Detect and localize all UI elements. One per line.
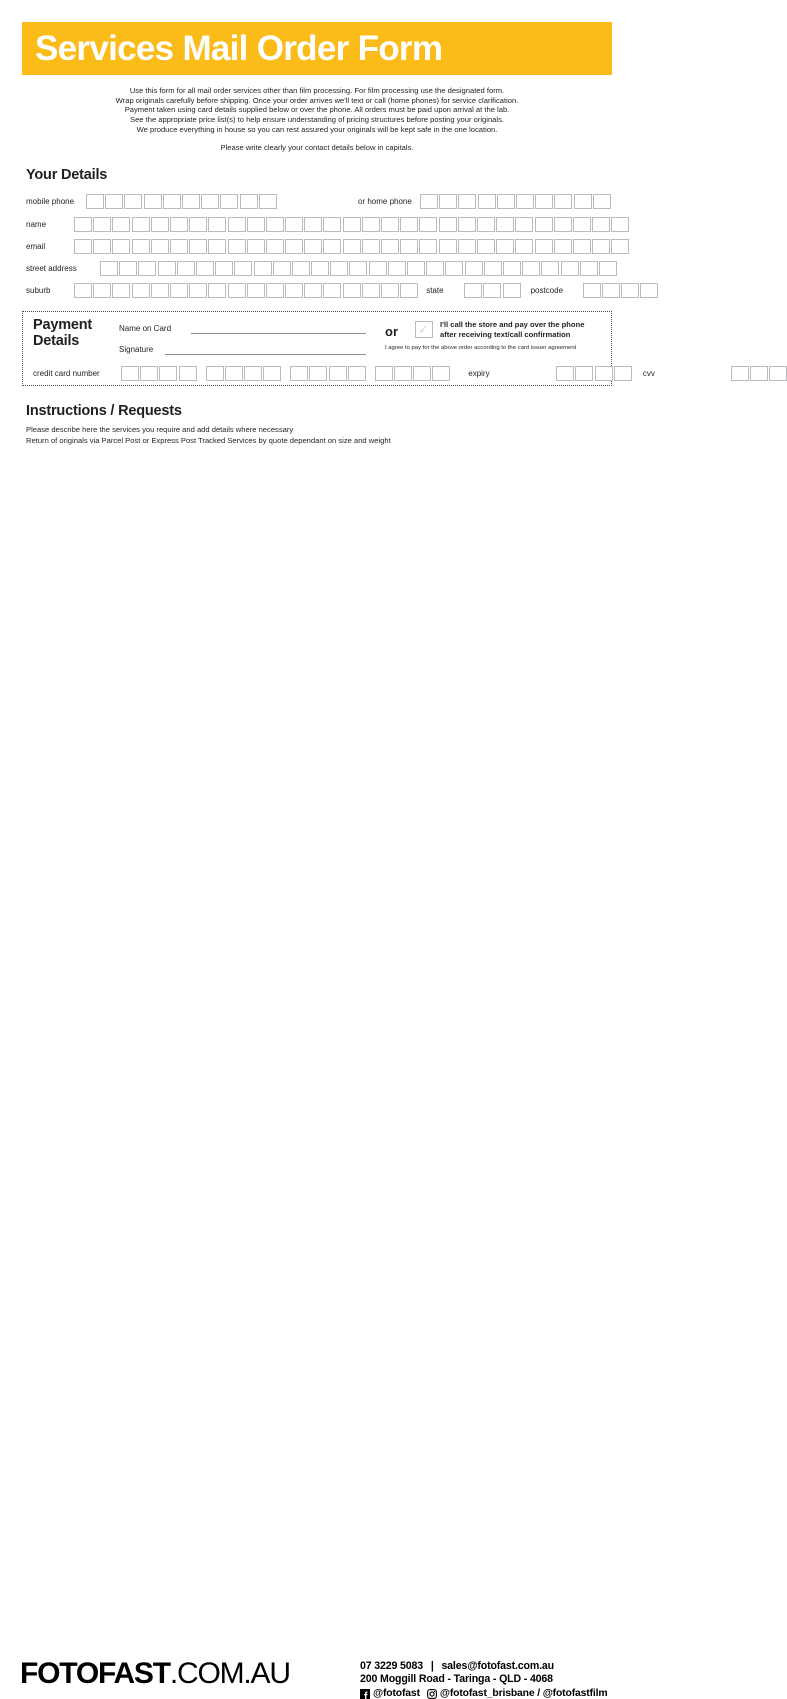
character-box[interactable] <box>595 366 613 381</box>
intro-line-2: Wrap originals carefully before shipping. Once your order arrives we'll text or call (home phones) for service clarification. <box>115 95 519 105</box>
character-box[interactable] <box>769 366 787 381</box>
character-box[interactable] <box>349 261 367 276</box>
character-box[interactable] <box>74 217 92 232</box>
instructions-line-1: Please describe here the services you require and add details where necessary <box>26 425 294 434</box>
input-expiry[interactable] <box>556 366 632 381</box>
character-box[interactable] <box>170 239 188 254</box>
character-box[interactable] <box>189 239 207 254</box>
character-box[interactable] <box>602 283 620 298</box>
input-credit-card-group-3[interactable] <box>290 366 366 381</box>
character-box[interactable] <box>503 283 521 298</box>
character-box[interactable] <box>196 261 214 276</box>
input-mobile-phone[interactable] <box>86 194 277 209</box>
character-box[interactable] <box>259 194 277 209</box>
field-row-name <box>26 216 629 232</box>
character-box[interactable] <box>189 283 207 298</box>
character-box[interactable] <box>522 261 540 276</box>
page-footer <box>0 826 633 1699</box>
label-suburb: suburb <box>26 285 51 295</box>
logo-brand-text: FOTOFAST <box>20 1657 170 1690</box>
character-box[interactable] <box>74 239 92 254</box>
label-street-address: street address <box>26 263 77 273</box>
character-box[interactable] <box>458 194 476 209</box>
character-box[interactable] <box>348 366 366 381</box>
character-box[interactable] <box>100 261 118 276</box>
character-box[interactable] <box>151 217 169 232</box>
character-box[interactable] <box>362 283 380 298</box>
character-box[interactable] <box>292 261 310 276</box>
character-box[interactable] <box>112 283 130 298</box>
character-box[interactable] <box>285 283 303 298</box>
pay-by-phone-checkbox[interactable] <box>415 321 433 338</box>
character-box[interactable] <box>464 283 482 298</box>
label-postcode: postcode <box>530 285 564 295</box>
character-box[interactable] <box>426 261 444 276</box>
input-signature-line[interactable] <box>165 354 366 355</box>
character-box[interactable] <box>731 366 749 381</box>
label-name: name <box>26 219 47 229</box>
character-box[interactable] <box>614 366 632 381</box>
facebook-handle[interactable]: @fotofast <box>373 1688 420 1699</box>
character-box[interactable] <box>121 366 139 381</box>
character-box[interactable] <box>535 194 553 209</box>
character-box[interactable] <box>535 239 553 254</box>
input-email[interactable] <box>74 239 629 254</box>
intro-paragraph <box>22 86 612 152</box>
character-box[interactable] <box>381 239 399 254</box>
character-box[interactable] <box>640 283 658 298</box>
character-box[interactable] <box>388 261 406 276</box>
field-row-street-address <box>26 260 617 276</box>
character-box[interactable] <box>105 194 123 209</box>
character-box[interactable] <box>304 283 322 298</box>
footer-email[interactable]: sales@fotofast.com.au <box>441 1660 554 1672</box>
character-box[interactable] <box>483 283 501 298</box>
character-box[interactable] <box>206 366 224 381</box>
label-home-phone: or home phone <box>358 196 412 206</box>
character-box[interactable] <box>439 217 457 232</box>
character-box[interactable] <box>240 194 258 209</box>
footer-contact-line-1 <box>360 1660 554 1673</box>
character-box[interactable] <box>477 217 495 232</box>
character-box[interactable] <box>420 194 438 209</box>
or-divider-label: or <box>385 324 398 339</box>
label-signature: Signature <box>119 345 154 354</box>
character-box[interactable] <box>158 261 176 276</box>
intro-line-1: Use this form for all mail order services other than film processing. For film processing use the designated form. <box>129 86 505 95</box>
character-box[interactable] <box>516 194 534 209</box>
character-box[interactable] <box>575 366 593 381</box>
character-box[interactable] <box>593 194 611 209</box>
character-box[interactable] <box>497 194 515 209</box>
character-box[interactable] <box>750 366 768 381</box>
character-box[interactable] <box>179 366 197 381</box>
character-box[interactable] <box>477 239 495 254</box>
intro-line-5: We produce everything in house so you can rest assured your originals will be kept safe in the one location. <box>136 124 498 134</box>
footer-separator: | <box>430 1660 434 1672</box>
payment-details-heading <box>33 318 92 349</box>
character-box[interactable] <box>112 239 130 254</box>
character-box[interactable] <box>394 366 412 381</box>
character-box[interactable] <box>247 239 265 254</box>
label-mobile-phone: mobile phone <box>26 196 75 206</box>
character-box[interactable] <box>140 366 158 381</box>
character-box[interactable] <box>273 261 291 276</box>
character-box[interactable] <box>413 366 431 381</box>
instagram-icon[interactable] <box>427 1689 437 1699</box>
character-box[interactable] <box>119 261 137 276</box>
character-box[interactable] <box>535 217 553 232</box>
character-box[interactable] <box>132 283 150 298</box>
facebook-icon[interactable] <box>360 1689 370 1699</box>
character-box[interactable] <box>541 261 559 276</box>
character-box[interactable] <box>112 217 130 232</box>
fotofast-logo <box>20 1658 290 1690</box>
character-box[interactable] <box>554 239 572 254</box>
character-box[interactable] <box>220 194 238 209</box>
character-box[interactable] <box>225 366 243 381</box>
character-box[interactable] <box>445 261 463 276</box>
payment-heading-line-2: Details <box>33 332 80 349</box>
character-box[interactable] <box>439 194 457 209</box>
field-row-home-phone <box>358 193 611 209</box>
character-box[interactable] <box>170 217 188 232</box>
character-box[interactable] <box>247 217 265 232</box>
character-box[interactable] <box>592 239 610 254</box>
character-box[interactable] <box>556 366 574 381</box>
character-box[interactable] <box>400 239 418 254</box>
character-box[interactable] <box>515 217 533 232</box>
character-box[interactable] <box>592 217 610 232</box>
character-box[interactable] <box>86 194 104 209</box>
your-details-heading: Your Details <box>26 167 108 183</box>
character-box[interactable] <box>515 239 533 254</box>
character-box[interactable] <box>290 366 308 381</box>
footer-phone: 07 3229 5083 <box>360 1660 424 1672</box>
instructions-line-2: Return of originals via Parcel Post or Express Post Tracked Services by quote dependant on size and weight <box>26 436 391 445</box>
input-state[interactable] <box>464 283 520 298</box>
character-box[interactable] <box>177 261 195 276</box>
input-name-on-card-line[interactable] <box>191 333 366 334</box>
footer-address: 200 Moggill Road - Taringa - QLD - 4068 <box>360 1673 553 1686</box>
character-box[interactable] <box>330 261 348 276</box>
character-box[interactable] <box>400 217 418 232</box>
character-box[interactable] <box>208 239 226 254</box>
input-name[interactable] <box>74 217 629 232</box>
character-box[interactable] <box>323 217 341 232</box>
character-box[interactable] <box>432 366 450 381</box>
character-box[interactable] <box>304 239 322 254</box>
character-box[interactable] <box>266 283 284 298</box>
input-credit-card-group-4[interactable] <box>375 366 451 381</box>
character-box[interactable] <box>151 239 169 254</box>
character-box[interactable] <box>244 366 262 381</box>
character-box[interactable] <box>93 239 111 254</box>
instagram-handle[interactable]: @fotofast_brisbane / @fotofastfilm <box>439 1688 608 1699</box>
character-box[interactable] <box>439 239 457 254</box>
label-email: email <box>26 241 46 251</box>
logo-domain-text: .COM.AU <box>169 1657 290 1690</box>
character-box[interactable] <box>611 239 629 254</box>
label-name-on-card: Name on Card <box>119 324 172 333</box>
character-box[interactable] <box>182 194 200 209</box>
character-box[interactable] <box>573 239 591 254</box>
character-box[interactable] <box>343 283 361 298</box>
character-box[interactable] <box>478 194 496 209</box>
pay-by-phone-option-text <box>440 320 630 339</box>
input-credit-card-group-2[interactable] <box>206 366 282 381</box>
character-box[interactable] <box>124 194 142 209</box>
character-box[interactable] <box>263 366 281 381</box>
character-box[interactable] <box>132 239 150 254</box>
character-box[interactable] <box>266 239 284 254</box>
character-box[interactable] <box>419 239 437 254</box>
character-box[interactable] <box>458 217 476 232</box>
intro-line-3: Payment taken using card details supplied below or over the phone. All orders must be paid upon arrival at the lab. <box>124 105 510 115</box>
input-suburb[interactable] <box>74 283 418 298</box>
character-box[interactable] <box>496 239 514 254</box>
character-box[interactable] <box>170 283 188 298</box>
character-box[interactable] <box>132 217 150 232</box>
character-box[interactable] <box>465 261 483 276</box>
character-box[interactable] <box>208 283 226 298</box>
character-box[interactable] <box>309 366 327 381</box>
character-box[interactable] <box>329 366 347 381</box>
instructions-body[interactable] <box>26 424 606 446</box>
character-box[interactable] <box>484 261 502 276</box>
label-credit-card-number: credit card number <box>33 368 100 378</box>
character-box[interactable] <box>201 194 219 209</box>
character-box[interactable] <box>323 283 341 298</box>
character-box[interactable] <box>247 283 265 298</box>
character-box[interactable] <box>400 283 418 298</box>
field-row-email <box>26 238 629 254</box>
character-box[interactable] <box>419 217 437 232</box>
character-box[interactable] <box>343 217 361 232</box>
footer-contact-details <box>360 1660 554 1687</box>
character-box[interactable] <box>458 239 476 254</box>
character-box[interactable] <box>343 239 361 254</box>
character-box[interactable] <box>228 217 246 232</box>
payment-heading-line-1: Payment <box>33 317 93 333</box>
character-box[interactable] <box>599 261 617 276</box>
character-box[interactable] <box>234 261 252 276</box>
label-cvv: cvv <box>642 368 655 378</box>
character-box[interactable] <box>254 261 272 276</box>
character-box[interactable] <box>554 217 572 232</box>
page-title: Services Mail Order Form <box>35 29 443 68</box>
character-box[interactable] <box>189 217 207 232</box>
instructions-heading: Instructions / Requests <box>26 403 182 419</box>
field-row-suburb-state-postcode <box>26 282 658 298</box>
label-state: state <box>426 285 444 295</box>
character-box[interactable] <box>138 261 156 276</box>
pay-by-phone-line-2: after receiving text/call confirmation <box>440 329 571 339</box>
character-box[interactable] <box>375 366 393 381</box>
character-box[interactable] <box>611 217 629 232</box>
input-street-address[interactable] <box>100 261 617 276</box>
checkmark-icon: ✓ <box>418 322 429 337</box>
character-box[interactable] <box>159 366 177 381</box>
character-box[interactable] <box>228 283 246 298</box>
character-box[interactable] <box>381 283 399 298</box>
character-box[interactable] <box>304 217 322 232</box>
character-box[interactable] <box>381 217 399 232</box>
character-box[interactable] <box>215 261 233 276</box>
character-box[interactable] <box>496 217 514 232</box>
label-expiry: expiry <box>468 368 490 378</box>
character-box[interactable] <box>621 283 639 298</box>
intro-line-6: Please write clearly your contact details below in capitals. <box>220 142 414 152</box>
character-box[interactable] <box>93 217 111 232</box>
character-box[interactable] <box>74 283 92 298</box>
character-box[interactable] <box>554 194 572 209</box>
header-banner <box>22 22 612 75</box>
input-cvv[interactable] <box>731 366 787 381</box>
character-box[interactable] <box>574 194 592 209</box>
character-box[interactable] <box>580 261 598 276</box>
pay-by-phone-line-1: I'll call the store and pay over the phone <box>440 320 585 329</box>
character-box[interactable] <box>163 194 181 209</box>
character-box[interactable] <box>561 261 579 276</box>
character-box[interactable] <box>583 283 601 298</box>
character-box[interactable] <box>266 217 284 232</box>
character-box[interactable] <box>228 239 246 254</box>
character-box[interactable] <box>573 217 591 232</box>
character-box[interactable] <box>93 283 111 298</box>
character-box[interactable] <box>285 239 303 254</box>
intro-line-4: See the appropriate price list(s) to help ensure understanding of pricing structures before posting your originals. <box>130 115 504 125</box>
character-box[interactable] <box>362 217 380 232</box>
field-row-mobile-phone <box>26 193 277 209</box>
character-box[interactable] <box>369 261 387 276</box>
character-box[interactable] <box>311 261 329 276</box>
character-box[interactable] <box>503 261 521 276</box>
field-row-credit-card <box>33 365 787 381</box>
intro-spacer <box>22 135 612 143</box>
input-postcode[interactable] <box>583 283 659 298</box>
input-credit-card-group-1[interactable] <box>121 366 197 381</box>
character-box[interactable] <box>362 239 380 254</box>
character-box[interactable] <box>208 217 226 232</box>
character-box[interactable] <box>285 217 303 232</box>
character-box[interactable] <box>151 283 169 298</box>
footer-social-handles <box>360 1688 607 1699</box>
character-box[interactable] <box>407 261 425 276</box>
card-issuer-agreement-text: I agree to pay for the above order according to the card issuer agreement <box>385 345 577 351</box>
payment-details-panel <box>22 311 655 386</box>
character-box[interactable] <box>144 194 162 209</box>
input-home-phone[interactable] <box>420 194 611 209</box>
character-box[interactable] <box>323 239 341 254</box>
